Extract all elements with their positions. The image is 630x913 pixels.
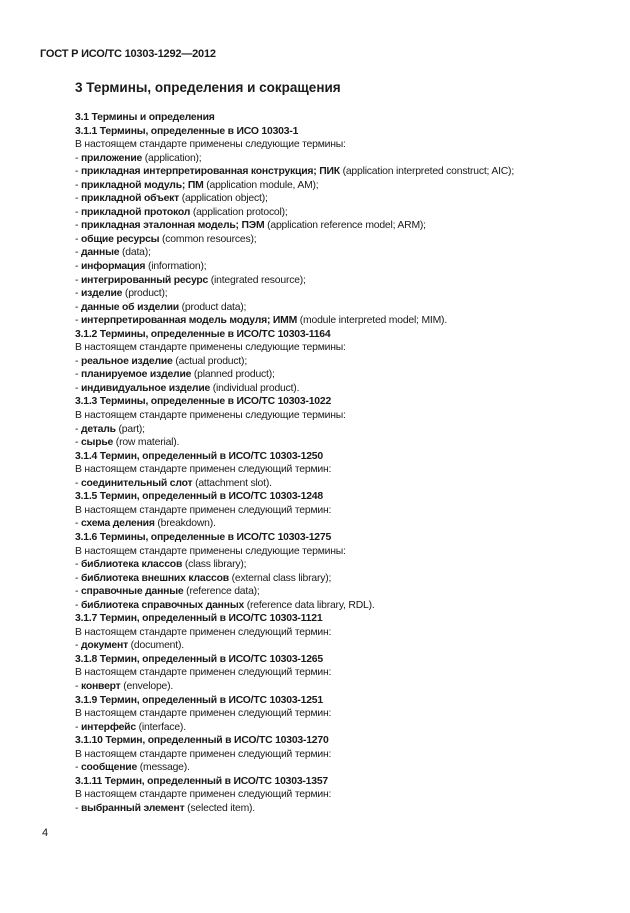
- term-english: (application reference model; ARM);: [264, 220, 426, 232]
- term-list-item: [75, 274, 605, 288]
- list-dash: -: [75, 599, 81, 611]
- term-name: данные об изделии: [80, 301, 179, 313]
- term-list-item: [75, 599, 605, 613]
- term-name: интегрированный ресурс: [80, 274, 209, 286]
- term-list-item: [75, 219, 605, 233]
- term-english: (data);: [119, 247, 151, 259]
- list-dash: -: [75, 179, 81, 191]
- subsection-heading: 3.1 Термины и определения: [75, 112, 215, 123]
- term-list-item: [75, 233, 605, 247]
- subsection-heading: 3.1.7 Термин, определенный в ИСО/ТС 10303-1121: [75, 613, 323, 625]
- term-list-item: [75, 423, 605, 437]
- term-list-item: [75, 558, 605, 572]
- list-dash: -: [75, 518, 81, 530]
- term-list-item: [75, 721, 605, 735]
- page-number: 4: [42, 827, 49, 839]
- term-english: (row material).: [113, 437, 180, 449]
- list-dash: -: [75, 437, 81, 449]
- section-title: 3 Термины, определения и сокращения: [75, 80, 341, 95]
- subsection-heading: 3.1.10 Термин, определенный в ИСО/ТС 10303-1270: [75, 735, 329, 747]
- term-english: (common resources);: [159, 233, 257, 245]
- intro-paragraph: В настоящем стандарте применен следующий термин:: [75, 789, 332, 801]
- term-english: (message).: [137, 762, 190, 774]
- term-english: (product data);: [178, 301, 247, 313]
- term-name: прикладная интерпретированная конструкция; ПИК: [80, 166, 340, 178]
- list-dash: -: [75, 315, 81, 327]
- subsection-heading: 3.1.5 Термин, определенный в ИСО/ТС 10303-1248: [75, 491, 323, 503]
- list-dash: -: [75, 572, 81, 584]
- term-list-item: [75, 477, 605, 491]
- subsection-heading: 3.1.1 Термины, определенные в ИСО 10303-1: [75, 125, 299, 137]
- term-english: (module interpreted model; MIM).: [297, 315, 448, 327]
- term-english: (reference data library, RDL).: [244, 599, 375, 611]
- list-dash: -: [75, 355, 81, 367]
- term-list-item: [75, 761, 605, 775]
- term-english: (external class library);: [228, 572, 332, 584]
- term-name: схема деления: [80, 518, 155, 530]
- term-english: (interface).: [135, 721, 186, 733]
- term-name: приложение: [80, 152, 143, 164]
- list-dash: -: [75, 261, 81, 273]
- term-english: (application interpreted construct; AIC);: [339, 166, 515, 178]
- term-name: индивидуальное изделие: [80, 382, 211, 394]
- term-english: (actual product);: [172, 355, 248, 367]
- term-list-item: [75, 639, 605, 653]
- term-name: изделие: [80, 288, 123, 300]
- term-list-item: [75, 314, 605, 328]
- term-english: (individual product).: [210, 382, 300, 394]
- term-english: (planned product);: [191, 369, 275, 381]
- term-name: интерфейс: [80, 721, 136, 733]
- subsection-heading: 3.1.4 Термин, определенный в ИСО/ТС 10303-1250: [75, 450, 323, 462]
- intro-paragraph: В настоящем стандарте применен следующий термин:: [75, 708, 332, 720]
- subsection-heading: 3.1.8 Термин, определенный в ИСО/ТС 10303-1265: [75, 653, 323, 665]
- term-english: (document).: [127, 640, 184, 652]
- term-name: общие ресурсы: [80, 233, 160, 245]
- term-name: реальное изделие: [80, 355, 173, 367]
- list-dash: -: [75, 369, 81, 381]
- term-name: данные: [80, 247, 120, 259]
- term-list-item: [75, 246, 605, 260]
- list-dash: -: [75, 166, 81, 178]
- intro-paragraph: В настоящем стандарте применены следующие термины:: [75, 342, 346, 354]
- intro-paragraph: В настоящем стандарте применены следующие термины:: [75, 545, 346, 557]
- term-name: библиотека классов: [80, 559, 183, 571]
- term-english: (application module, AM);: [203, 179, 319, 191]
- list-dash: -: [75, 721, 81, 733]
- term-list-item: [75, 517, 605, 531]
- list-dash: -: [75, 301, 81, 313]
- list-dash: -: [75, 802, 81, 814]
- intro-paragraph: В настоящем стандарте применен следующий термин:: [75, 504, 332, 516]
- term-list-item: [75, 382, 605, 396]
- term-english: (integrated resource);: [208, 274, 306, 286]
- term-list-item: [75, 572, 605, 586]
- list-dash: -: [75, 640, 81, 652]
- list-dash: -: [75, 762, 81, 774]
- term-name: библиотека внешних классов: [80, 572, 229, 584]
- subsection-heading: 3.1.2 Термины, определенные в ИСО/ТС 10303-1164: [75, 328, 331, 340]
- list-dash: -: [75, 423, 81, 435]
- subsection-heading: 3.1.9 Термин, определенный в ИСО/ТС 10303-1251: [75, 694, 323, 706]
- term-name: деталь: [80, 423, 116, 435]
- term-list-item: [75, 680, 605, 694]
- term-list-item: [75, 192, 605, 206]
- list-dash: -: [75, 193, 81, 205]
- list-dash: -: [75, 152, 81, 164]
- term-english: (breakdown).: [154, 518, 216, 530]
- term-english: (class library);: [182, 559, 247, 571]
- term-list-item: [75, 301, 605, 315]
- list-dash: -: [75, 233, 81, 245]
- list-dash: -: [75, 477, 81, 489]
- term-list-item: [75, 368, 605, 382]
- term-english: (part);: [115, 423, 145, 435]
- list-dash: -: [75, 382, 81, 394]
- term-list-item: [75, 287, 605, 301]
- term-list-item: [75, 355, 605, 369]
- list-dash: -: [75, 288, 81, 300]
- term-name: соединительный слот: [80, 477, 193, 489]
- term-english: (information);: [145, 261, 207, 273]
- term-list-item: [75, 436, 605, 450]
- term-name: прикладная эталонная модель; ПЭМ: [80, 220, 265, 232]
- term-name: сырье: [80, 437, 114, 449]
- term-name: выбранный элемент: [80, 802, 185, 814]
- term-name: конверт: [80, 680, 121, 692]
- term-name: прикладной протокол: [80, 206, 191, 218]
- term-english: (product);: [122, 288, 168, 300]
- term-english: (selected item).: [184, 802, 255, 814]
- term-name: прикладной объект: [80, 193, 180, 205]
- list-dash: -: [75, 586, 81, 598]
- term-name: библиотека справочных данных: [80, 599, 245, 611]
- term-list-item: [75, 206, 605, 220]
- term-list-item: [75, 585, 605, 599]
- term-name: интерпретированная модель модуля; ИММ: [80, 315, 298, 327]
- list-dash: -: [75, 206, 81, 218]
- list-dash: -: [75, 559, 81, 571]
- terms-content: [75, 111, 605, 815]
- list-dash: -: [75, 680, 81, 692]
- intro-paragraph: В настоящем стандарте применены следующие термины:: [75, 410, 346, 422]
- list-dash: -: [75, 274, 81, 286]
- intro-paragraph: В настоящем стандарте применены следующие термины:: [75, 139, 346, 151]
- term-english: (application protocol);: [190, 206, 288, 218]
- intro-paragraph: В настоящем стандарте применен следующий термин:: [75, 464, 332, 476]
- subsection-heading: 3.1.3 Термины, определенные в ИСО/ТС 10303-1022: [75, 396, 332, 408]
- term-name: справочные данные: [80, 586, 184, 598]
- intro-paragraph: В настоящем стандарте применен следующий термин:: [75, 626, 332, 638]
- intro-paragraph: В настоящем стандарте применен следующий термин:: [75, 667, 332, 679]
- list-dash: -: [75, 247, 81, 259]
- term-english: (envelope).: [120, 680, 174, 692]
- term-name: планируемое изделие: [80, 369, 192, 381]
- document-header: ГОСТ Р ИСО/ТС 10303-1292—2012: [40, 48, 216, 60]
- term-name: информация: [80, 261, 146, 273]
- term-list-item: [75, 179, 605, 193]
- list-dash: -: [75, 220, 81, 232]
- term-list-item: [75, 802, 605, 816]
- term-english: (application object);: [179, 193, 268, 205]
- term-english: (application);: [142, 152, 202, 164]
- term-english: (attachment slot).: [192, 477, 272, 489]
- subsection-heading: 3.1.6 Термины, определенные в ИСО/ТС 10303-1275: [75, 531, 332, 543]
- term-list-item: [75, 165, 605, 179]
- term-name: прикладной модуль; ПМ: [80, 179, 204, 191]
- term-list-item: [75, 152, 605, 166]
- term-name: сообщение: [80, 762, 138, 774]
- term-english: (reference data);: [183, 586, 260, 598]
- subsection-heading: 3.1.11 Термин, определенный в ИСО/ТС 10303-1357: [75, 775, 328, 787]
- intro-paragraph: В настоящем стандарте применен следующий термин:: [75, 748, 332, 760]
- term-list-item: [75, 260, 605, 274]
- term-name: документ: [80, 640, 128, 652]
